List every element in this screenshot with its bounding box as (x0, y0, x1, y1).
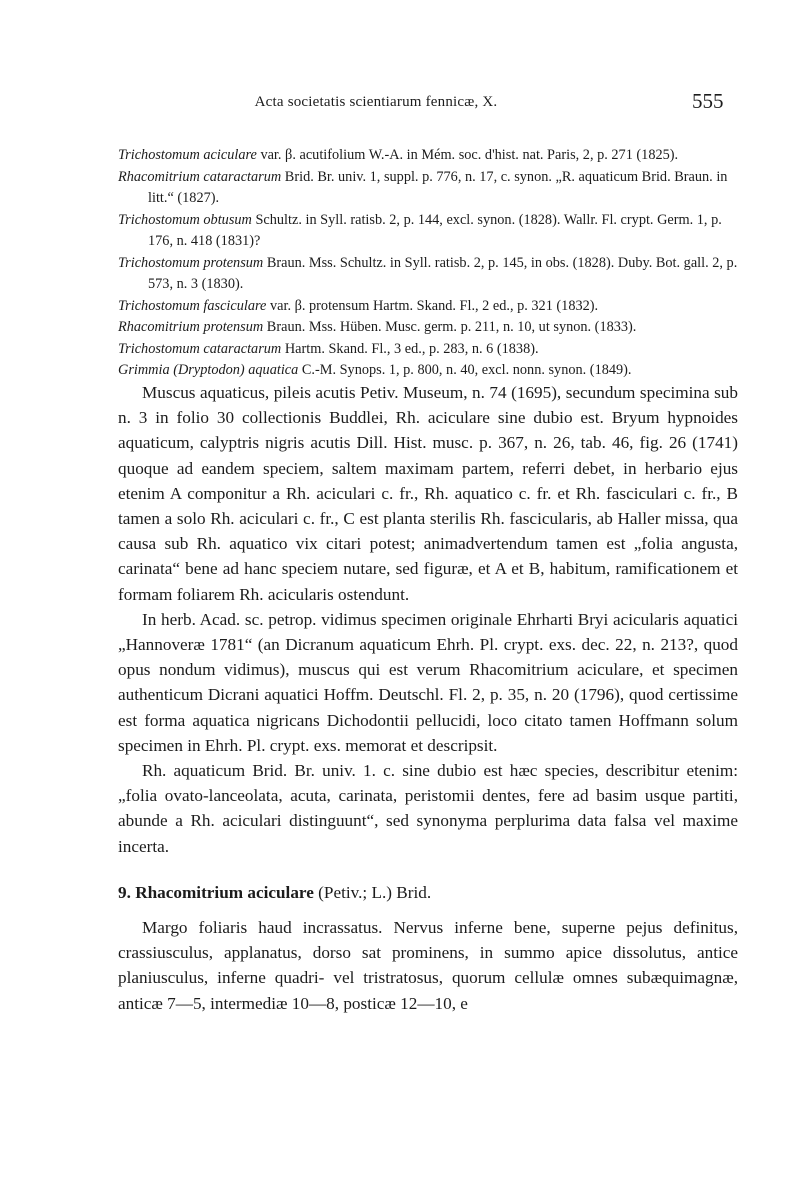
species-authority: (Petiv.; L.) Brid. (318, 882, 432, 902)
paragraph-bridel: Rh. aquaticum Brid. Br. univ. 1. c. sine dubio est hæc species, describitur etenim: „folia ovato-lanceolata, acuta, carinata, peristomii dentes, fere ad basim usque partiti, abunde a Rh. aciculari distinguunt“, sed synonyma perplurima data falsa vel maxime incerta. (118, 761, 738, 856)
running-head: Acta societatis scientiarum fennicæ, X. (254, 94, 498, 110)
synonym-citation: Brid. Br. univ. 1, suppl. p. 776, n. 17, c. synon. „R. aquaticum Brid. Braun. in litt.“ (1827). (148, 168, 728, 206)
synonym-name: Grimmia (Dryptodon) aquatica (118, 362, 299, 378)
synonym-list (118, 145, 738, 382)
synonym-entry (118, 167, 738, 210)
synonym-name: Trichostomum obtusum (118, 211, 252, 228)
synonym-name: Trichostomum aciculare (118, 147, 257, 163)
synonym-entry (118, 317, 738, 339)
paragraph-petiver: Muscus aquaticus, pileis acutis Petiv. Museum, n. 74 (1695), secundum specimina sub n. 3 in folio 30 collectionis Buddlei, Rh. aciculare sine dubio est. Bryum hypnoides aquaticum, calyptris nigris acutis Dill. Hist. musc. p. 367, n. 26, tab. 46, fig. 26 (1741) quoque ad eandem speciem, saltem maximam partem, referri debet, in herbario ejus etenim A componitur a Rh. aciculari c. fr., Rh. aquatico c. fr. et Rh. fasciculari c. fr., B tamen a solo Rh. aciculari c. fr., C est planta sterilis Rh. fascicularis, ab Haller missa, qua causa sub Rh. aquatico vix citari potest; animadvertendum tamen est „folia angusta, carinata“ bene ad hanc speciem nutare, sed figuræ, et A et B, habitum, ramificationem et formam foliarem Rh. acicularis ostendunt. (118, 383, 738, 604)
synonym-citation: Braun. Mss. Schultz. in Syll. ratisb. 2, p. 145, in obs. (1828). Duby. Bot. gall. 2, p. 573, n. 3 (1830). (148, 254, 738, 292)
synonym-citation: Schultz. in Syll. ratisb. 2, p. 144, excl. synon. (1828). Wallr. Fl. crypt. Germ. 1, p. 176, n. 418 (1831)? (148, 211, 722, 249)
species-heading (118, 880, 738, 905)
synonym-name: Trichostomum protensum (118, 254, 264, 271)
paragraph-ehrhart: In herb. Acad. sc. petrop. vidimus specimen originale Ehrharti Bryi acicularis aquatici „Hannoveræ 1781“ (an Dicranum aquaticum Ehrh. Pl. crypt. exs. dec. 22, n. 213?, quod opus nondum vidimus), muscus qui est verum Rhacomitrium aciculare, et specimen authenticum Dicrani aquatici Hoffm. Deutschl. Fl. 2, p. 35, n. 20 (1796), quod certissime est forma aquatica nigricans Dichodontii pellucidi, loco citato tamen Hoffmann solum specimen in Ehrh. Pl. crypt. exs. memorat et descripsit. (118, 609, 738, 755)
synonym-citation: var. β. acutifolium W.-A. in Mém. soc. d'hist. nat. Paris, 2, p. 271 (1825). (260, 147, 679, 163)
synonym-citation: C.-M. Synops. 1, p. 800, n. 40, excl. nonn. synon. (1849). (301, 362, 632, 378)
synonym-entry (118, 210, 738, 253)
synonym-name: Trichostomum cataractarum (118, 340, 282, 357)
species-number: 9. (118, 882, 131, 902)
body-text (118, 380, 738, 1016)
synonym-name: Trichostomum fasciculare (118, 297, 267, 314)
page-number: 555 (692, 89, 724, 113)
synonym-entry (118, 145, 738, 167)
synonym-entry (118, 360, 738, 382)
synonym-name: Rhacomitrium protensum (118, 319, 264, 335)
species-name: Rhacomitrium aciculare (135, 882, 314, 902)
synonym-entry (118, 339, 738, 361)
synonym-citation: Braun. Mss. Hüben. Musc. germ. p. 211, n. 10, ut synon. (1833). (266, 319, 637, 335)
synonym-entry (118, 253, 738, 296)
synonym-name: Rhacomitrium cataractarum (118, 168, 282, 185)
synonym-entry (118, 296, 738, 318)
species-description: Margo foliaris haud incrassatus. Nervus inferne bene, superne pejus definitus, crassiusculus, applanatus, dorso sat prominens, in summo apice dissolutus, antice planiusculus, inferne quadri- vel tristratosus, quorum cellulæ omnes subæquimagnæ, anticæ 7—5, intermediæ 10—8, posticæ 12—10, e (118, 918, 738, 1013)
synonym-citation: Hartm. Skand. Fl., 3 ed., p. 283, n. 6 (1838). (284, 340, 539, 357)
synonym-citation: var. β. protensum Hartm. Skand. Fl., 2 ed., p. 321 (1832). (269, 297, 599, 314)
